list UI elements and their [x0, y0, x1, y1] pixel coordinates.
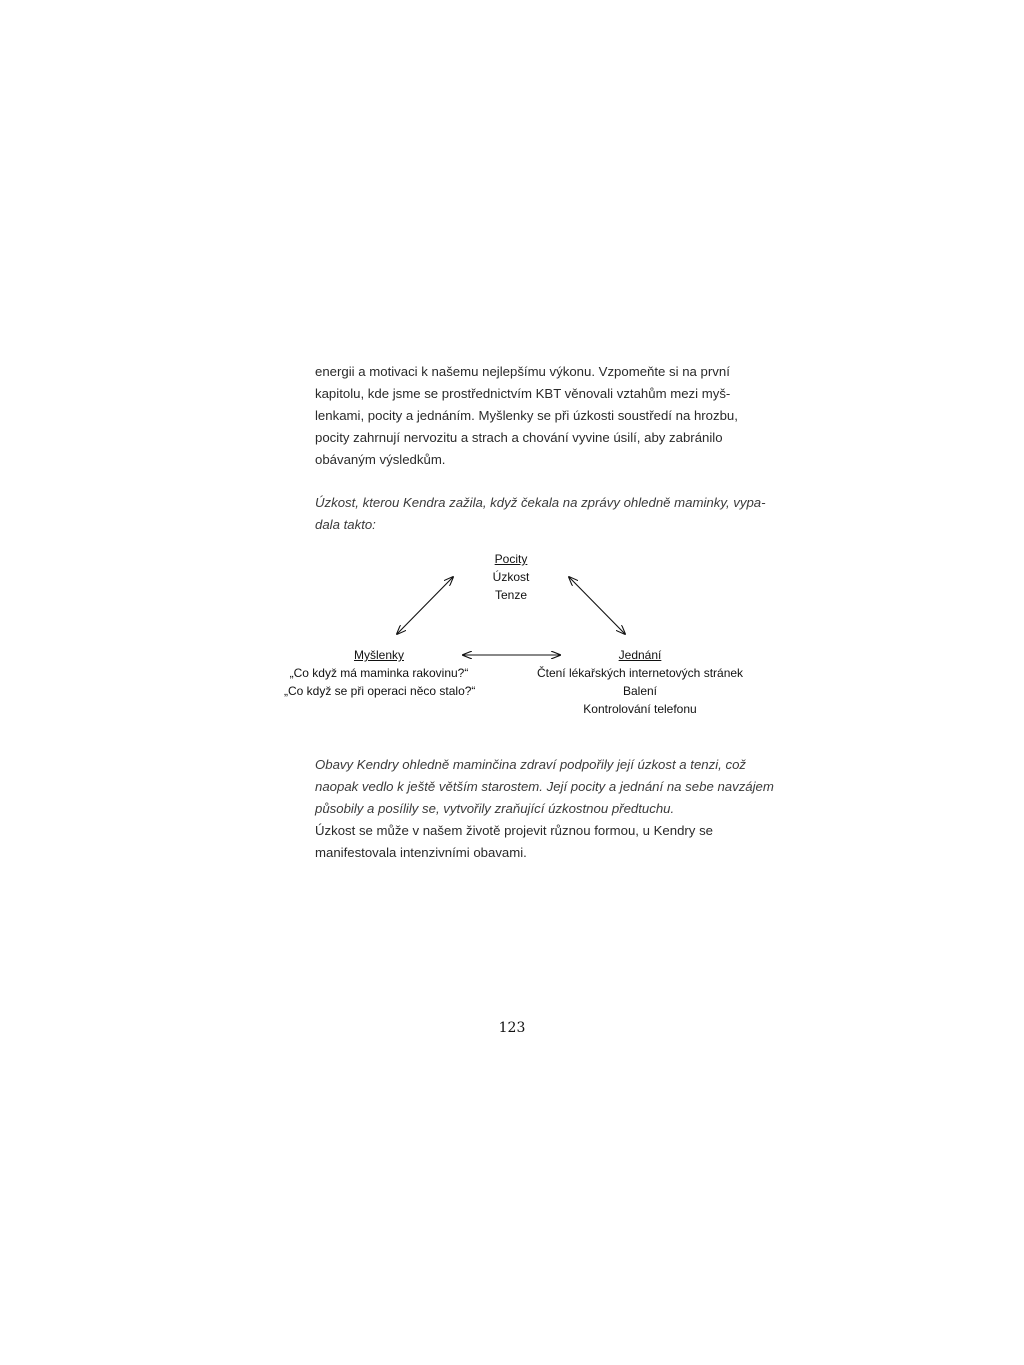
actions-item: Čtení lékařských internetových stránek — [536, 666, 744, 680]
intro-line: energii a motivaci k našemu nejlepšímu výkonu. Vzpomeňte si na první — [315, 364, 730, 379]
actions-item: Kontrolování telefonu — [583, 702, 697, 716]
closing-line: Úzkost se může v našem životě projevit různou formou, u Kendry se — [315, 823, 713, 838]
italic-line: působily a posílily se, vytvořily zraňující úzkostnou předtuchu. — [315, 801, 675, 816]
intro-line: obávaným výsledkům. — [315, 452, 446, 467]
italic-line: naopak vedlo k ještě větším starostem. Její pocity a jednání na sebe navzájem — [315, 779, 774, 794]
thoughts-item: „Co když má maminka rakovinu?“ — [289, 666, 469, 680]
actions-title: Jednání — [618, 648, 662, 662]
caption-line: dala takto: — [315, 517, 376, 532]
page-number: 123 — [498, 1020, 526, 1036]
arrow-feelings-thoughts — [397, 577, 453, 634]
feelings-title: Pocity — [494, 552, 528, 566]
closing-line: manifestovala intenzivními obavami. — [315, 845, 527, 860]
thoughts-item: „Co když se při operaci něco stalo?“ — [284, 684, 476, 698]
feelings-item: Úzkost — [492, 570, 530, 584]
feelings-node — [451, 550, 571, 604]
caption-line: Úzkost, kterou Kendra zažila, když čekala na zprávy ohledně maminky, vypa- — [315, 495, 766, 510]
intro-line: pocity zahrnují nervozitu a strach a chování vyvine úsilí, aby zabránilo — [315, 430, 723, 445]
intro-line: lenkami, pocity a jednáním. Myšlenky se při úzkosti soustředí na hrozbu, — [315, 408, 738, 423]
intro-line: kapitolu, kde jsme se prostřednictvím KBT věnovali vztahům mezi myš- — [315, 386, 731, 401]
actions-item: Balení — [622, 684, 658, 698]
thoughts-title: Myšlenky — [353, 648, 404, 662]
thoughts-node — [284, 646, 474, 700]
actions-node — [535, 646, 745, 718]
italic-line: Obavy Kendry ohledně maminčina zdraví podpořily její úzkost a tenzi, což — [315, 757, 747, 772]
arrow-feelings-actions — [569, 577, 625, 634]
feelings-item: Tenze — [494, 588, 528, 602]
